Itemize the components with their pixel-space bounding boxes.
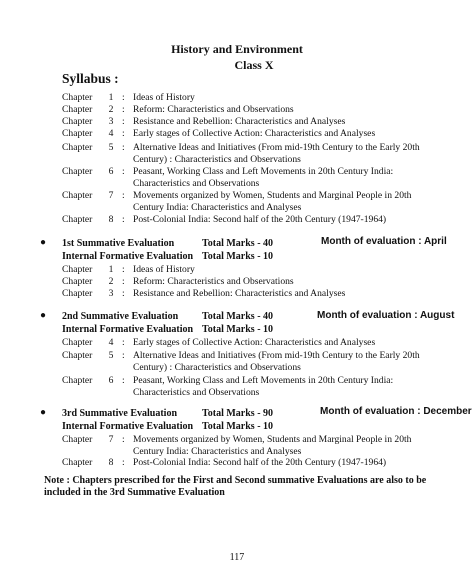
chapter-title: Post-Colonial India: Second half of the 20th Century (1947-1964): [133, 457, 387, 468]
page-number: 117: [229, 552, 245, 563]
colon: :: [122, 128, 125, 139]
evaluation-month: Month of evaluation : August: [317, 310, 455, 321]
chapter-label: Chapter: [62, 434, 93, 445]
chapter-label: Chapter: [62, 337, 93, 348]
internal-evaluation-name: Internal Formative Evaluation: [62, 251, 194, 262]
chapter-label: Chapter: [62, 104, 93, 115]
chapter-title: Resistance and Rebellion: Characteristics and Analyses: [133, 288, 346, 299]
evaluation-name: 3rd Summative Evaluation: [62, 408, 178, 419]
chapter-number: 3: [108, 288, 114, 299]
chapter-number: 5: [108, 142, 114, 153]
chapter-title: Ideas of History: [133, 264, 195, 275]
chapter-number: 4: [108, 128, 114, 139]
chapter-title: Movements organized by Women, Students and Marginal People in 20th Century India: Characteristics and Analyses: [133, 190, 412, 213]
chapter-number: 7: [108, 190, 114, 201]
colon: :: [122, 457, 125, 468]
evaluation-marks: Total Marks - 40: [202, 311, 274, 322]
internal-evaluation-marks: Total Marks - 10: [202, 251, 274, 262]
evaluation-marks: Total Marks - 40: [202, 238, 274, 249]
bullet-icon: ●: [40, 237, 47, 248]
colon: :: [122, 350, 125, 361]
chapter-number: 3: [108, 116, 114, 127]
chapter-label: Chapter: [62, 276, 93, 287]
chapter-title: Early stages of Collective Action: Characteristics and Analyses: [133, 337, 376, 348]
chapter-label: Chapter: [62, 214, 93, 225]
chapter-title: Post-Colonial India: Second half of the 20th Century (1947-1964): [133, 214, 387, 225]
chapter-number: 8: [108, 457, 114, 468]
chapter-label: Chapter: [62, 92, 93, 103]
chapter-title: Movements organized by Women, Students and Marginal People in 20th Century India: Characteristics and Analyses: [133, 434, 412, 457]
colon: :: [122, 276, 125, 287]
colon: :: [122, 142, 125, 153]
chapter-number: 8: [108, 214, 114, 225]
chapter-label: Chapter: [62, 457, 93, 468]
chapter-label: Chapter: [62, 190, 93, 201]
chapter-number: 5: [108, 350, 114, 361]
page-title: History and Environment: [171, 42, 303, 56]
chapter-title: Alternative Ideas and Initiatives (From mid-19th Century to the Early 20th Century) : Characteristics and Observations: [133, 142, 420, 165]
chapter-label: Chapter: [62, 288, 93, 299]
chapter-label: Chapter: [62, 264, 93, 275]
evaluation-month: Month of evaluation : December: [320, 406, 472, 417]
class-label: Class X: [234, 58, 274, 72]
internal-evaluation-marks: Total Marks - 10: [202, 324, 274, 335]
note-paragraph: Note : Chapters prescribed for the First and Second summative Evaluations are also to be included in the 3rd Summative Evaluation: [44, 475, 427, 498]
chapter-number: 6: [108, 375, 114, 386]
colon: :: [122, 434, 125, 445]
chapter-title: Reform: Characteristics and Observations: [133, 104, 294, 115]
colon: :: [122, 337, 125, 348]
chapter-number: 7: [108, 434, 114, 445]
colon: :: [122, 104, 125, 115]
chapter-number: 6: [108, 166, 114, 177]
chapter-title: Early stages of Collective Action: Characteristics and Analyses: [133, 128, 376, 139]
colon: :: [122, 116, 125, 127]
chapter-number: 1: [108, 92, 114, 103]
chapter-number: 2: [108, 104, 114, 115]
chapter-label: Chapter: [62, 375, 93, 386]
chapter-number: 1: [108, 264, 114, 275]
colon: :: [122, 214, 125, 225]
internal-evaluation-name: Internal Formative Evaluation: [62, 324, 194, 335]
chapter-label: Chapter: [62, 350, 93, 361]
colon: :: [122, 190, 125, 201]
chapter-title: Peasant, Working Class and Left Movements in 20th Century India: Characteristics and Observations: [133, 166, 394, 189]
bullet-icon: ●: [40, 310, 47, 321]
colon: :: [122, 264, 125, 275]
evaluation-marks: Total Marks - 90: [202, 408, 274, 419]
evaluation-month: Month of evaluation : April: [321, 236, 447, 247]
colon: :: [122, 375, 125, 386]
chapter-title: Peasant, Working Class and Left Movements in 20th Century India: Characteristics and Observations: [133, 375, 394, 398]
colon: :: [122, 92, 125, 103]
colon: :: [122, 288, 125, 299]
chapter-number: 4: [108, 337, 114, 348]
evaluation-name: 1st Summative Evaluation: [62, 238, 175, 249]
chapter-label: Chapter: [62, 166, 93, 177]
chapter-label: Chapter: [62, 142, 93, 153]
chapter-title: Resistance and Rebellion: Characteristics and Analyses: [133, 116, 346, 127]
chapter-number: 2: [108, 276, 114, 287]
chapter-label: Chapter: [62, 116, 93, 127]
chapter-title: Ideas of History: [133, 92, 195, 103]
syllabus-heading: Syllabus :: [62, 71, 119, 86]
evaluation-name: 2nd Summative Evaluation: [62, 311, 179, 322]
chapter-title: Alternative Ideas and Initiatives (From mid-19th Century to the Early 20th Century) : Characteristics and Observations: [133, 350, 420, 373]
chapter-label: Chapter: [62, 128, 93, 139]
internal-evaluation-marks: Total Marks - 10: [202, 421, 274, 432]
bullet-icon: ●: [40, 407, 47, 418]
colon: :: [122, 166, 125, 177]
internal-evaluation-name: Internal Formative Evaluation: [62, 421, 194, 432]
chapter-title: Reform: Characteristics and Observations: [133, 276, 294, 287]
